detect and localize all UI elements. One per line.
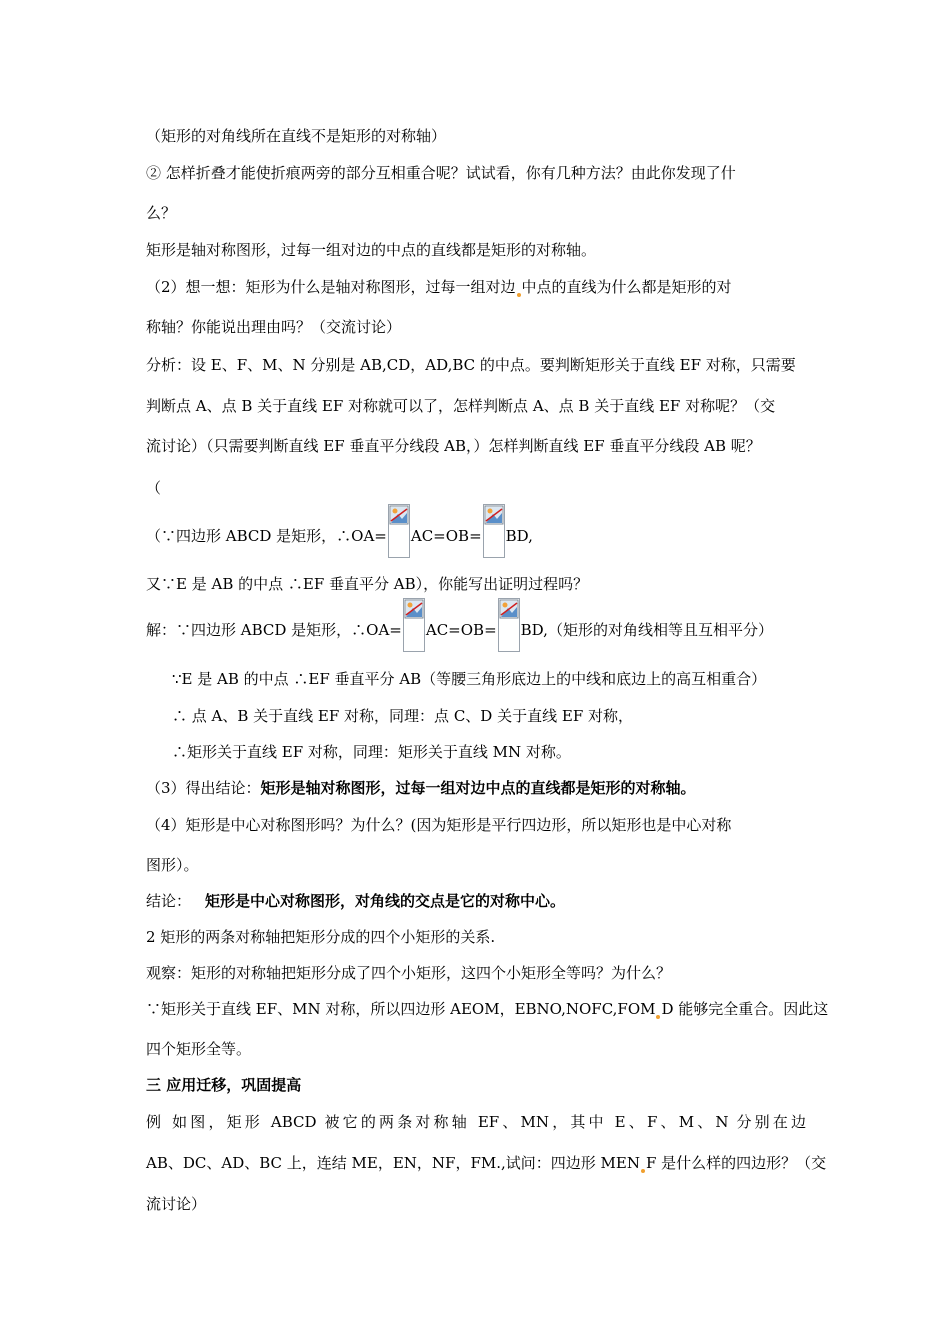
text-line-21: 2 矩形的两条对称轴把矩形分成的四个小矩形的关系. [146,928,496,946]
text-line-13b: AC=OB= [425,621,497,639]
text-line-9: 流讨论）（只需要判断直线 EF 垂直平分线段 AB，）怎样判断直线 EF 垂直平分线段 AB 呢？ [146,437,761,455]
text-line-15: ∴ 点 A、B 关于直线 EF 对称，同理：点 C、D 关于直线 EF 对称， [172,707,633,725]
text-line-3: 么？ [146,204,177,222]
text-line-5b: 中点的直线为什么都是矩形的对 [521,278,732,296]
broken-image-icon [404,599,424,619]
broken-image-icon [389,505,409,525]
text-line-27a: AB、DC、AD、BC 上，连结 ME，EN，NF，FM.,试问：四边形 MEN [146,1154,640,1172]
marker-dot [656,1015,660,1019]
text-line-22: 观察：矩形的对称轴把矩形分成了四个小矩形，这四个小矩形全等吗？为什么？ [146,964,672,982]
broken-image-icon [499,599,519,619]
text-line-27b: F 是什么样的四边形？（交 [645,1154,827,1172]
fraction-image-placeholder [403,598,425,652]
fraction-image-placeholder [498,598,520,652]
text-line-17 [146,778,696,798]
text-line-14: ∵E 是 AB 的中点 ∴EF 垂直平分 AB（等腰三角形底边上的中线和底边上的高互相重合） [172,670,767,688]
text-line-28: 流讨论） [146,1195,207,1213]
text-line-5a: （2）想一想：矩形为什么是轴对称图形，过每一组对边 [146,278,516,296]
text-line-13 [146,602,773,658]
fraction-image-placeholder [483,504,505,558]
marker-dot [517,293,521,297]
text-line-5 [146,277,732,297]
text-line-17a: （3）得出结论： [146,779,261,797]
text-line-23b: D 能够完全重合。因此这 [661,1000,829,1018]
text-line-11b: AC=OB= [410,527,482,545]
text-line-16: ∴矩形关于直线 EF 对称，同理：矩形关于直线 MN 对称。 [172,743,571,761]
text-line-26: 例 如图，矩形 ABCD 被它的两条对称轴 EF、MN，其中 E、F、M、N 分别在边 [146,1113,806,1131]
text-line-12: 又∵E 是 AB 的中点 ∴EF 垂直平分 AB），你能写出证明过程吗？ [146,575,589,593]
marker-dot [641,1169,645,1173]
text-line-10: （ [146,479,162,497]
text-line-6: 称轴？你能说出理由吗？（交流讨论） [146,318,402,336]
text-line-17b: 矩形是轴对称图形，过每一组对边中点的直线都是矩形的对称轴。 [260,779,696,797]
text-line-11 [146,508,533,564]
text-line-13c: BD,（矩形的对角线相等且互相平分） [520,621,773,639]
fraction-image-placeholder [388,504,410,558]
section-heading: 三 应用迁移，巩固提高 [146,1076,302,1094]
text-line-23 [146,999,828,1019]
text-line-13a: 解：∵四边形 ABCD 是矩形，∴OA= [146,621,402,639]
text-line-11c: BD, [505,527,533,545]
text-line-23a: ∵矩形关于直线 EF、MN 对称，所以四边形 AEOM，EBNO,NOFC,FOM [146,1000,656,1018]
text-line-20b: 矩形是中心对称图形，对角线的交点是它的对称中心。 [205,892,566,910]
text-line-18: （4）矩形是中心对称图形吗？为什么？(因为矩形是平行四边形，所以矩形也是中心对称 [146,816,732,834]
text-line-7: 分析：设 E、F、M、N 分别是 AB,CD，AD,BC 的中点。要判断矩形关于直线 EF 对称，只需要 [146,356,796,374]
text-line-2: ② 怎样折叠才能使折痕两旁的部分互相重合呢？试试看，你有几种方法？由此你发现了什 [146,164,736,182]
text-line-8: 判断点 A、点 B 关于直线 EF 对称就可以了，怎样判断点 A、点 B 关于直线 EF 对称呢？（交 [146,397,776,415]
text-line-20 [146,891,565,911]
text-line-27 [146,1153,826,1173]
text-line-1: （矩形的对角线所在直线不是矩形的对称轴） [146,127,447,145]
text-line-24: 四个矩形全等。 [146,1040,252,1058]
text-line-11a: （∵四边形 ABCD 是矩形，∴OA= [146,527,387,545]
text-line-20a: 结论： [146,892,192,910]
broken-image-icon [484,505,504,525]
text-line-4: 矩形是轴对称图形，过每一组对边的中点的直线都是矩形的对称轴。 [146,241,597,259]
text-line-19: 图形）。 [146,856,199,874]
